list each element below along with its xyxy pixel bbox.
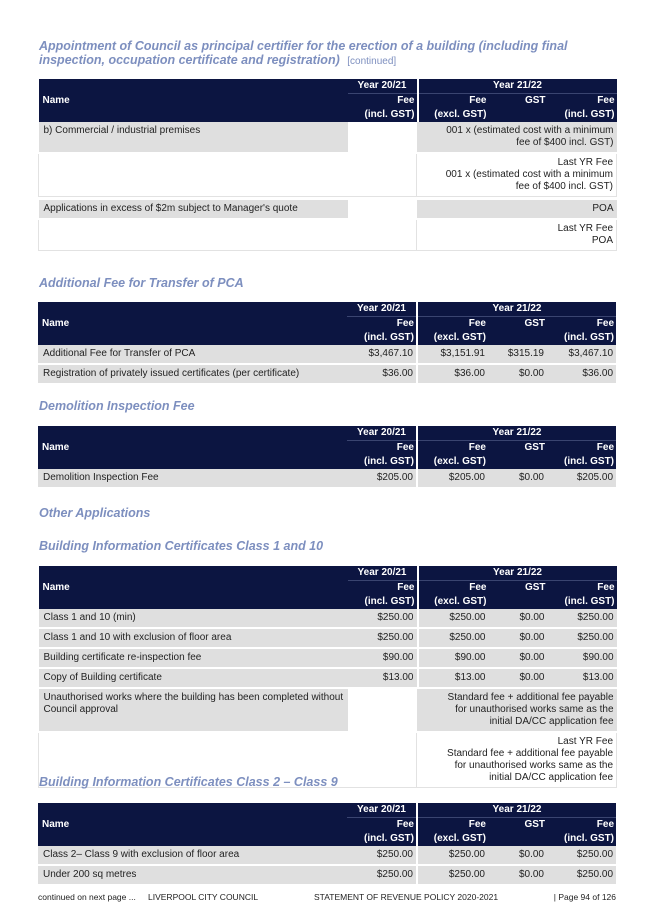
last-yr-fee: Standard fee + additional fee payable for unauthorised works same as the initial DA/CC application fee bbox=[447, 748, 614, 783]
row-fee-excl: $90.00 bbox=[419, 648, 489, 668]
col-header-fee: Fee bbox=[418, 317, 488, 332]
row-fee: POA bbox=[417, 200, 617, 219]
row-gst: $0.00 bbox=[489, 628, 548, 648]
col-header-incl-gst: (incl. GST) bbox=[347, 832, 416, 846]
col-header-gst: GST bbox=[488, 818, 547, 847]
row-fee-excl: $250.00 bbox=[419, 609, 489, 628]
row-fee: 001 x (estimated cost with a minimum fee of $400 incl. GST) bbox=[417, 122, 617, 153]
row-fee-prev: $205.00 bbox=[347, 469, 416, 488]
row-fee-incl: $250.00 bbox=[547, 865, 616, 885]
transfer-fee-table bbox=[38, 302, 616, 385]
table-row bbox=[38, 364, 616, 384]
footer-council: LIVERPOOL CITY COUNCIL bbox=[148, 892, 259, 902]
table-row bbox=[39, 628, 617, 648]
appointment-fee-table bbox=[38, 79, 617, 251]
col-header-gst: GST bbox=[489, 94, 548, 123]
col-header-fee: Fee bbox=[418, 441, 488, 456]
col-header-year-curr: Year 21/22 bbox=[418, 302, 616, 317]
col-header-incl-gst: (incl. GST) bbox=[348, 108, 417, 122]
col-header-gst: GST bbox=[488, 317, 547, 346]
row-fee-incl: $250.00 bbox=[548, 628, 617, 648]
col-header-name: Name bbox=[38, 426, 347, 469]
row-name: Class 1 and 10 with exclusion of floor area bbox=[39, 628, 348, 648]
col-header-fee: Fee bbox=[548, 94, 617, 109]
col-header-excl-gst: (excl. GST) bbox=[419, 595, 489, 609]
col-header-fee: Fee bbox=[547, 317, 616, 332]
col-header-gst: GST bbox=[489, 581, 548, 610]
table-header bbox=[39, 79, 617, 122]
row-name: Unauthorised works where the building has been completed without Council approval bbox=[39, 688, 348, 732]
col-header-year-curr: Year 21/22 bbox=[419, 566, 617, 581]
row-fee-incl: $3,467.10 bbox=[547, 345, 616, 364]
row-fee-incl: $205.00 bbox=[547, 469, 616, 488]
col-header-name: Name bbox=[38, 302, 347, 345]
col-header-fee: Fee bbox=[419, 94, 489, 109]
col-header-incl-gst: (incl. GST) bbox=[348, 595, 417, 609]
last-yr-fee: 001 x (estimated cost with a minimum fee of $400 incl. GST) bbox=[445, 169, 614, 192]
col-header-fee: Fee bbox=[418, 818, 488, 833]
col-header-fee: Fee bbox=[547, 818, 616, 833]
row-fee-prev: $250.00 bbox=[348, 609, 417, 628]
table-row bbox=[39, 668, 617, 688]
col-header-year-prev: Year 20/21 bbox=[348, 79, 417, 94]
col-header-name: Name bbox=[38, 803, 347, 846]
footer-page-number: | Page 94 of 126 bbox=[553, 892, 616, 902]
col-header-excl-gst: (excl. GST) bbox=[418, 331, 488, 345]
col-header-excl-gst: (excl. GST) bbox=[419, 108, 489, 122]
table-row bbox=[39, 122, 617, 153]
col-header-fee: Fee bbox=[419, 581, 489, 596]
row-fee-excl: $250.00 bbox=[418, 865, 488, 885]
row-gst: $0.00 bbox=[488, 846, 547, 865]
col-header-year-curr: Year 21/22 bbox=[419, 79, 617, 94]
footer-document-title: STATEMENT OF REVENUE POLICY 2020-2021 bbox=[314, 892, 499, 902]
row-name: Applications in excess of $2m subject to Manager's quote bbox=[39, 200, 348, 219]
class2-fee-table bbox=[38, 803, 616, 886]
col-header-year-curr: Year 21/22 bbox=[418, 803, 616, 818]
row-fee-prev: $3,467.10 bbox=[347, 345, 416, 364]
last-yr-label: Last YR Fee bbox=[557, 223, 614, 234]
col-header-incl-gst: (incl. GST) bbox=[547, 832, 616, 846]
section-title-transfer: Additional Fee for Transfer of PCA bbox=[39, 276, 244, 290]
class1-fee-table bbox=[38, 566, 617, 788]
table-row bbox=[39, 688, 617, 732]
col-header-year-curr: Year 21/22 bbox=[418, 426, 616, 441]
table-header bbox=[38, 426, 616, 469]
section-title-class1: Building Information Certificates Class 1 and 10 bbox=[39, 539, 324, 553]
row-gst: $0.00 bbox=[489, 668, 548, 688]
col-header-fee: Fee bbox=[347, 317, 416, 332]
row-fee-prev: $250.00 bbox=[348, 628, 417, 648]
col-header-excl-gst: (excl. GST) bbox=[418, 455, 488, 469]
row-fee-incl: $250.00 bbox=[547, 846, 616, 865]
col-header-incl-gst: (incl. GST) bbox=[547, 331, 616, 345]
col-header-fee: Fee bbox=[548, 581, 617, 596]
continued-label: [continued] bbox=[347, 56, 397, 67]
table-row bbox=[38, 865, 616, 885]
row-fee-prev: $250.00 bbox=[347, 846, 416, 865]
last-yr-row bbox=[39, 219, 617, 251]
row-name: b) Commercial / industrial premises bbox=[39, 122, 348, 153]
section-title-demolition: Demolition Inspection Fee bbox=[39, 399, 195, 413]
row-name: Demolition Inspection Fee bbox=[38, 469, 347, 488]
col-header-fee: Fee bbox=[547, 441, 616, 456]
col-header-incl-gst: (incl. GST) bbox=[347, 455, 416, 469]
table-row bbox=[38, 345, 616, 364]
table-row bbox=[39, 200, 617, 219]
row-fee-prev: $90.00 bbox=[348, 648, 417, 668]
footer-continued: continued on next page ... bbox=[38, 892, 136, 902]
row-fee-incl: $36.00 bbox=[547, 364, 616, 384]
col-header-incl-gst: (incl. GST) bbox=[548, 595, 617, 609]
row-fee-incl: $90.00 bbox=[548, 648, 617, 668]
last-yr-label: Last YR Fee bbox=[557, 157, 614, 168]
row-fee-prev: $36.00 bbox=[347, 364, 416, 384]
col-header-fee: Fee bbox=[347, 441, 416, 456]
row-fee-excl: $250.00 bbox=[419, 628, 489, 648]
row-gst: $0.00 bbox=[488, 364, 547, 384]
table-header bbox=[38, 302, 616, 345]
section-title-class2: Building Information Certificates Class 2 – Class 9 bbox=[39, 775, 338, 789]
row-name: Under 200 sq metres bbox=[38, 865, 347, 885]
row-name: Class 2– Class 9 with exclusion of floor area bbox=[38, 846, 347, 865]
col-header-year-prev: Year 20/21 bbox=[347, 803, 416, 818]
col-header-gst: GST bbox=[488, 441, 547, 470]
row-fee: Standard fee + additional fee payable for unauthorised works same as the initial DA/CC application fee bbox=[417, 688, 617, 732]
row-fee-excl: $3,151.91 bbox=[418, 345, 488, 364]
col-header-year-prev: Year 20/21 bbox=[347, 426, 416, 441]
row-fee-excl: $13.00 bbox=[419, 668, 489, 688]
row-fee-prev: $13.00 bbox=[348, 668, 417, 688]
row-fee-incl: $13.00 bbox=[548, 668, 617, 688]
row-name: Copy of Building certificate bbox=[39, 668, 348, 688]
section-title-appointment: Appointment of Council as principal certifier for the erection of a building (including final inspection, occupation certificate and registration) [continued] bbox=[39, 39, 568, 67]
table-row bbox=[39, 648, 617, 668]
last-yr-label: Last YR Fee bbox=[557, 736, 614, 747]
demolition-fee-table bbox=[38, 426, 616, 489]
row-fee-excl: $250.00 bbox=[418, 846, 488, 865]
row-fee-excl: $205.00 bbox=[418, 469, 488, 488]
col-header-incl-gst: (incl. GST) bbox=[547, 455, 616, 469]
col-header-name: Name bbox=[39, 566, 348, 609]
row-gst: $315.19 bbox=[488, 345, 547, 364]
section-title-other: Other Applications bbox=[39, 506, 151, 520]
row-fee-excl: $36.00 bbox=[418, 364, 488, 384]
table-row bbox=[39, 609, 617, 628]
table-row bbox=[38, 846, 616, 865]
table-header bbox=[39, 566, 617, 609]
last-yr-fee: POA bbox=[591, 235, 614, 246]
row-gst: $0.00 bbox=[488, 469, 547, 488]
row-gst: $0.00 bbox=[488, 865, 547, 885]
col-header-incl-gst: (incl. GST) bbox=[347, 331, 416, 345]
col-header-year-prev: Year 20/21 bbox=[348, 566, 417, 581]
col-header-year-prev: Year 20/21 bbox=[347, 302, 416, 317]
row-name: Additional Fee for Transfer of PCA bbox=[38, 345, 347, 364]
col-header-name: Name bbox=[39, 79, 348, 122]
row-gst: $0.00 bbox=[489, 609, 548, 628]
table-header bbox=[38, 803, 616, 846]
col-header-fee: Fee bbox=[348, 94, 417, 109]
row-name: Class 1 and 10 (min) bbox=[39, 609, 348, 628]
row-fee-prev: $250.00 bbox=[347, 865, 416, 885]
col-header-fee: Fee bbox=[348, 581, 417, 596]
row-fee-incl: $250.00 bbox=[548, 609, 617, 628]
row-gst: $0.00 bbox=[489, 648, 548, 668]
col-header-fee: Fee bbox=[347, 818, 416, 833]
last-yr-row bbox=[39, 153, 617, 197]
col-header-excl-gst: (excl. GST) bbox=[418, 832, 488, 846]
col-header-incl-gst: (incl. GST) bbox=[548, 108, 617, 122]
table-row bbox=[38, 469, 616, 488]
row-name: Building certificate re-inspection fee bbox=[39, 648, 348, 668]
row-name: Registration of privately issued certificates (per certificate) bbox=[38, 364, 347, 384]
